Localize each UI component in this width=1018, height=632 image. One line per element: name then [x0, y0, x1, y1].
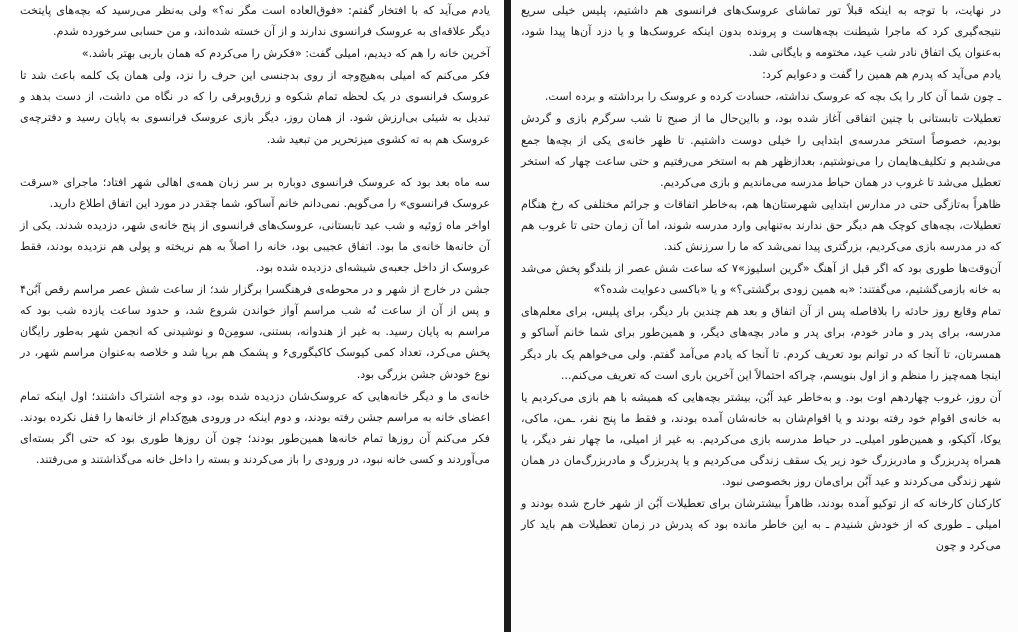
left-paragraph-5: اواخر ماه ژوئیه و شب عید تابستانی، عروسک‌های فرانسوی از پنج خانه‌ی شهر، دزدیده شدند. یکی از آن خانه‌ها خانه‌ی ما بود. اتفاق عجیبی بود، خانه را اصلاً به هم نریخته و پولی هم نزدیده بودند، فقط عروسک از داخل جعبه‌ی شیشه‌ای دزدیده شده بود. [20, 218, 490, 275]
left-paragraph-7: خانه‌ی ما و دیگر خانه‌هایی که عروسک‌شان دزدیده شده بود، دو وجه اشتراک داشتند؛ اول اینکه تمام اعضای خانه به مراسم جشن رفته بودند، و دوم اینکه در ورودی هیچ‌کدام از خانه‌ها را قفل نکرده بودند. فکر می‌کنم آن روزها تمام خانه‌ها همین‌طور بودند؛ چون آن روزها طوری بود که حتی اگر بسته‌ای می‌آوردند و کسی خانه نبود، در ورودی را باز می‌کردند و بسته را داخل خانه می‌گذاشتند و می‌رفتند. [20, 389, 490, 466]
right-paragraph-6: آن‌وقت‌ها طوری بود که اگر قبل از آهنگ «گرین اسلیوز»۷ که ساعت شش عصر از بلندگو پخش می‌شد به خانه بازمی‌گشتیم، می‌گفتند: «به همین زودی برگشتی؟» و یا «باکسی دعوایت شده؟» [521, 262, 1001, 297]
right-paragraph-1: در نهایت، با توجه به اینکه قبلاً تور تماشای عروسک‌های فرانسوی هم داشتیم، پلیس خیلی سریع نتیجه‌گیری کرد که ماجرا شیطنت بچه‌هاست و پرونده بدون اینکه عروسک‌ها و یا دزد آن‌ها پیدا شود، به‌عنوان یک اتفاق نادر شب عید، مختومه و بایگانی شد. [521, 4, 1001, 60]
right-paragraph-9: کارکنان کارخانه که از توکیو آمده بودند، ظاهراً بیشترشان برای تعطیلات آبُن از شهر خارج شده بودند و امیلی ـ طوری که از خودش شنیدم ـ به این خاطر مانده بود که پدرش در زمان تعطیلات هم باید کار می‌کرد و چون [521, 497, 1001, 553]
right-paragraph-5: ظاهراً به‌تازگی حتی در مدارس ابتدایی شهرستان‌ها هم، به‌خاطر اتفاقات و جرائم مختلفی که رخ هنگام تعطیلات، بچه‌های کوچک هم دیگر حق ندارند به‌تنهایی وارد مدرسه شوند، اما آن زمان حتی تا غروب هم که در مدرسه بازی می‌کردیم، بزرگتری پیدا نمی‌شد که ما را سرزنش کند. [521, 197, 1001, 254]
right-page [511, 0, 1018, 632]
right-paragraph-2: یادم می‌آید که پدرم هم همین را گفت و دعوایم کرد: [762, 68, 1001, 82]
left-paragraph-1: یادم می‌آید که با افتخار گفتم: «فوق‌العاده است مگر نه؟» ولی به‌نظر می‌رسید که بچه‌های پایتخت دیگر علاقه‌ای به عروسک فرانسوی ندارند و از آن خسته شده‌اند، و من حسابی سرخورده شدم. [20, 4, 490, 39]
section-break [20, 151, 490, 172]
left-paragraph-2: آخرین خانه را هم که دیدیم، امیلی گفت: «فکرش را می‌کردم که همان باربی بهتر باشد.» [81, 47, 490, 61]
left-paragraph-6: جشن در خارج از شهر و در محوطه‌ی فرهنگسرا برگزار شد؛ از ساعت شش عصر مراسم رقص آبُن۴ و پس از آن از ساعت نُه شب مراسم آواز خواندن شروع شد، و حدود ساعت یازده شب بود که مراسم به پایان رسید. به غیر از هندوانه، بستنی، سومِن۵ و نوشیدنی که انجمن شهر به‌طور رایگان پخش می‌کرد، تعداد کمی کیوسک کاکیگوری۶ و پشمک هم برپا شد و خلاصه به‌عنوان مراسم شهر، در نوع خودش جشن بزرگی بود. [20, 283, 490, 381]
right-paragraph-4: تعطیلات تابستانی با چنین اتفاقی آغاز شده بود، و بااین‌حال ما از صبح تا شب سرگرم بازی و گردش بودیم، خصوصاً استخر مدرسه‌ی ابتدایی را خیلی دوست داشتیم. تا ظهر خانه‌ی یکی از بچه‌ها جمع می‌شدیم و تکلیف‌هایمان را می‌نوشتیم، بعدازظهر هم به استخر می‌رفتیم و حتی ساعت چهار که استخر تعطیل می‌شد تا غروب در همان حیاط مدرسه می‌ماندیم و بازی می‌کردیم. [521, 112, 1001, 189]
left-page [0, 0, 504, 632]
right-paragraph-3: ـ چون شما آن کار را یک بچه که عروسک نداشته، حسادت کرده و عروسک را برداشته و برده است. [544, 90, 1001, 104]
book-gutter [504, 0, 511, 632]
right-paragraph-7: تمام وقایع روز حادثه را بلافاصله پس از آن اتفاق و بعد هم چندین بار دیگر، برای پلیس، برای معلم‌های مدرسه، برای پدر و مادر خودم، برای پدر و مادر بچه‌های دیگر، و همین‌طور برای شما خانم آساکو و همسرتان، تا آنجا که در توانم بود تعریف کردم. تا آنجا که یادم می‌آمد گفتم. ولی می‌خواهم یک بار دیگر اینجا همه‌چیز را منظم و از اول بنویسم، چراکه احتمالاً این آخرین باری است که تعریف می‌کنم... [521, 305, 1001, 382]
right-paragraph-8: آن روز، غروب چهاردهم اوت بود. و به‌خاطر عید آبُن، بیشتر بچه‌هایی که همیشه با هم بازی می‌کردیم یا به خانه‌ی اقوام خود رفته بودند و یا اقوام‌شان به خانه‌شان آمده بودند، و فقط ما پنج نفر، ـمن، ماکی، یوکا، آکیکو، و همین‌طور امیلی‌ـ در حیاط مدرسه بازی می‌کردیم. به غیر از امیلی، ما چهار نفر دیگر، یا همراه پدربزرگ و مادربزرگ خود زیر یک سقف زندگی می‌کردیم و یا پدربزرگ و مادربزرگ‌مان در همان شهر زندگی می‌کردند و عید آبُن برای‌مان روز بخصوصی نبود. [521, 390, 1001, 489]
left-paragraph-3: فکر می‌کنم که امیلی به‌هیچ‌وجه از روی بدجنسی این حرف را نزد، ولی همان یک کلمه باعث شد تا عروسک فرانسوی در یک لحظه تمام شکوه و زرق‌وبرقی را که در نگاه من داشت، از دست بدهد و تبدیل به شیئی بی‌ارزش شود. از همان روز، دیگر بازی عروسک فرانسوی به پایان رسید و دفترچه‌ی عروسک هم به ته کشوی میزتحریر من تبعید شد. [20, 69, 490, 146]
left-paragraph-4: سه ماه بعد بود که عروسک فرانسوی دوباره بر سر زبان همه‌ی اهالی شهر افتاد؛ ماجرای «سرقت عروسک فرانسوی» را می‌گویم. نمی‌دانم خانم آساکو، شما چقدر در مورد این اتفاق اطلاع دارید. [20, 175, 490, 210]
